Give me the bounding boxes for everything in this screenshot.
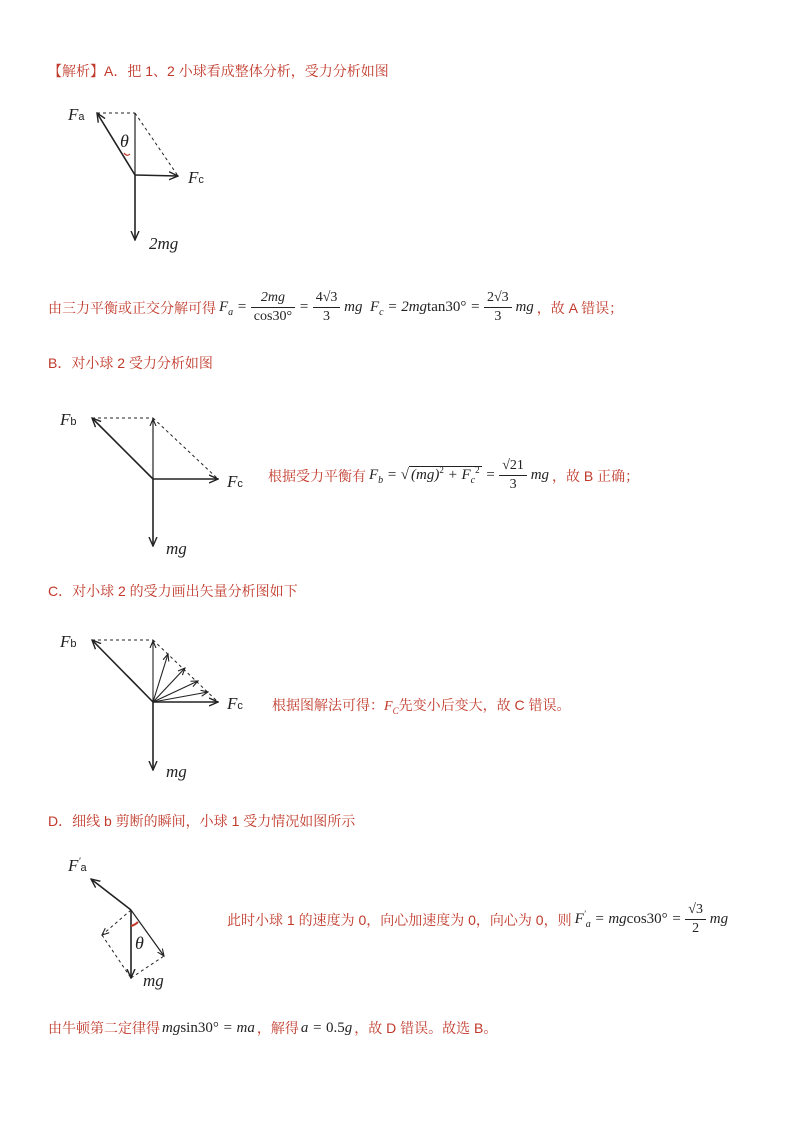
analysis-tag: 【解析】 [48,63,104,79]
fig-c-label-fc: Fc [227,694,243,713]
fig-c-label-weight: mg [166,762,187,781]
section-d-eq-math: $F'_a = mgcos30^\circ$ = $\frac{√3}{2}$ mg [574,902,729,936]
section-d-intro: D．细线 b 剪断的瞬间，小球 1 受力情况如图所示 [48,813,356,829]
fig-d-component-along [102,910,131,935]
section-d-final-eq1: mgsin30° = ma [162,1019,255,1036]
fig-a-label-fc: Fc [188,168,204,187]
section-b-eq-prefix: 根据受力平衡有 [268,467,366,484]
section-c-conclusion [272,695,570,716]
section-c-text-suffix: 先变小后变大，故 C 错误。 [398,697,571,713]
fig-a-force-fa [97,113,135,175]
fig-b-dashed-right [153,418,218,479]
section-b-equation-line [268,458,639,493]
section-d-final-mid: ，解得 [256,1020,299,1036]
fig-a-force-fc [135,175,178,176]
section-a-eq-prefix: 由三力平衡或正交分解可得 [48,299,216,316]
fig-a-angle-mark [124,153,130,155]
section-b-intro: B．对小球 2 受力分析如图 [48,355,213,371]
fig-b-label-weight: mg [166,539,187,558]
fig-b-label-fc: Fc [227,472,243,491]
fig-c-vector-4 [153,681,198,702]
section-d-final-suffix: ，故 D 错误。故选 B。 [354,1020,498,1036]
fig-d-label-theta: θ [135,933,144,953]
section-d-final-eq2: a = 0.5g [300,1019,353,1036]
fig-d-dashed-bottom-left [102,935,131,978]
fig-b-label-fb: Fb [60,410,77,429]
section-c-intro: C．对小球 2 的受力画出矢量分析图如下 [48,583,298,599]
fig-a-dashed-right [135,113,178,176]
fig-a-label-theta: θ [120,131,129,151]
fig-b-force-fb [92,418,153,479]
section-c-text-prefix: 根据图解法可得： [272,697,384,713]
fig-a-label-weight: 2mg [149,234,179,253]
section-a-eq-suffix: ，故 A 错误； [536,299,624,316]
section-a-eq-math: $F_a$ = $\frac{2mg}{\cos 30^\circ}$ = $\frac{4√3}{3}$ mg $F_c = 2mgtan30^\circ$ = $\frac{2√3}{3}$ mg [219,290,534,324]
fig-c-label-fb: Fb [60,632,77,651]
section-d-equation-line [227,902,728,937]
fig-d-force-fa [91,879,131,910]
fig-a-label-fa: Fa [68,105,85,124]
section-a-intro: A．把 1、2 小球看成整体分析，受力分析如图 [104,63,389,79]
section-d-final-line [48,1018,497,1038]
section-d-eq-prefix: 此时小球 1 的速度为 0，向心加速度为 0，向心为 0，则 [227,911,572,928]
section-a-equation-line [48,290,623,325]
fig-d-angle-mark [131,922,138,926]
section-b-eq-suffix: ，故 B 正确； [552,467,640,484]
section-c-text-fc: $F_C$ [384,699,399,716]
section-b-eq-math: $F_b$ = √ $(mg)^2 + F_c^2$ = $\frac{√21}{3}$ mg [369,458,550,492]
fig-d-label-fa: F'a [68,856,87,875]
section-d-final-prefix: 由牛顿第二定律得 [48,1020,160,1036]
fig-c-force-fb [92,640,153,702]
fig-d-label-weight: mg [143,971,164,990]
